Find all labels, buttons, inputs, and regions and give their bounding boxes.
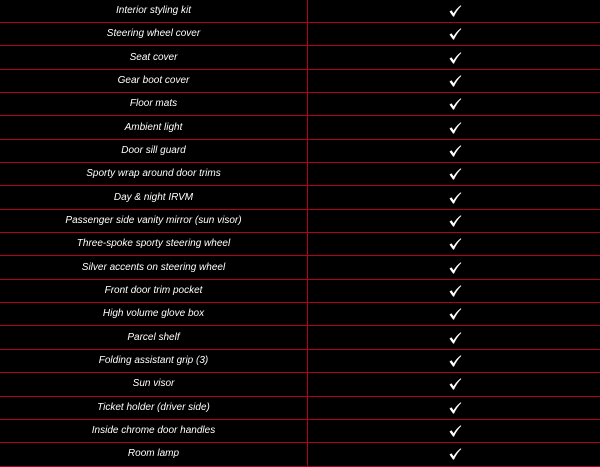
feature-name: Three-spoke sporty steering wheel xyxy=(0,233,308,256)
feature-name: Door sill guard xyxy=(0,139,308,162)
check-icon xyxy=(448,214,462,228)
availability-cell xyxy=(308,233,600,256)
table-row xyxy=(0,256,600,279)
availability-cell xyxy=(308,419,600,442)
table-row xyxy=(0,163,600,186)
availability-cell xyxy=(308,443,600,466)
table-row xyxy=(0,139,600,162)
availability-cell xyxy=(308,209,600,232)
check-icon xyxy=(448,424,462,438)
availability-cell xyxy=(308,396,600,419)
feature-name: Parcel shelf xyxy=(0,326,308,349)
availability-cell xyxy=(308,373,600,396)
check-icon xyxy=(448,4,462,18)
availability-cell xyxy=(308,23,600,46)
check-icon xyxy=(448,284,462,298)
table-row xyxy=(0,116,600,139)
table-row xyxy=(0,46,600,69)
check-icon xyxy=(448,447,462,461)
check-icon xyxy=(448,261,462,275)
check-icon xyxy=(448,97,462,111)
availability-cell xyxy=(308,163,600,186)
availability-cell xyxy=(308,303,600,326)
availability-cell xyxy=(308,349,600,372)
check-icon xyxy=(448,377,462,391)
feature-name: Ticket holder (driver side) xyxy=(0,396,308,419)
check-icon xyxy=(448,51,462,65)
table-row xyxy=(0,233,600,256)
feature-name: Passenger side vanity mirror (sun visor) xyxy=(0,209,308,232)
availability-cell xyxy=(308,69,600,92)
table-row xyxy=(0,0,600,23)
table-row xyxy=(0,209,600,232)
availability-cell xyxy=(308,326,600,349)
feature-name: Ambient light xyxy=(0,116,308,139)
availability-cell xyxy=(308,0,600,23)
feature-name: Room lamp xyxy=(0,443,308,466)
table-row xyxy=(0,186,600,209)
check-icon xyxy=(448,354,462,368)
availability-cell xyxy=(308,116,600,139)
check-icon xyxy=(448,167,462,181)
feature-name: Front door trim pocket xyxy=(0,279,308,302)
check-icon xyxy=(448,307,462,321)
feature-name: Sporty wrap around door trims xyxy=(0,163,308,186)
table-row xyxy=(0,23,600,46)
availability-cell xyxy=(308,93,600,116)
table-row xyxy=(0,349,600,372)
feature-name: Interior styling kit xyxy=(0,0,308,23)
table-row xyxy=(0,303,600,326)
feature-name: Silver accents on steering wheel xyxy=(0,256,308,279)
availability-cell xyxy=(308,186,600,209)
feature-name: High volume glove box xyxy=(0,303,308,326)
table-row xyxy=(0,93,600,116)
table-row xyxy=(0,443,600,466)
feature-name: Gear boot cover xyxy=(0,69,308,92)
feature-name: Floor mats xyxy=(0,93,308,116)
availability-cell xyxy=(308,139,600,162)
table-row xyxy=(0,396,600,419)
availability-cell xyxy=(308,279,600,302)
check-icon xyxy=(448,191,462,205)
table-row xyxy=(0,69,600,92)
check-icon xyxy=(448,331,462,345)
feature-name: Sun visor xyxy=(0,373,308,396)
check-icon xyxy=(448,74,462,88)
check-icon xyxy=(448,401,462,415)
check-icon xyxy=(448,237,462,251)
table-row xyxy=(0,326,600,349)
feature-name: Folding assistant grip (3) xyxy=(0,349,308,372)
check-icon xyxy=(448,144,462,158)
availability-cell xyxy=(308,256,600,279)
table-row xyxy=(0,279,600,302)
check-icon xyxy=(448,121,462,135)
feature-name: Seat cover xyxy=(0,46,308,69)
feature-name: Day & night IRVM xyxy=(0,186,308,209)
availability-cell xyxy=(308,46,600,69)
check-icon xyxy=(448,27,462,41)
table-row xyxy=(0,373,600,396)
feature-name: Steering wheel cover xyxy=(0,23,308,46)
table-row xyxy=(0,419,600,442)
feature-name: Inside chrome door handles xyxy=(0,419,308,442)
